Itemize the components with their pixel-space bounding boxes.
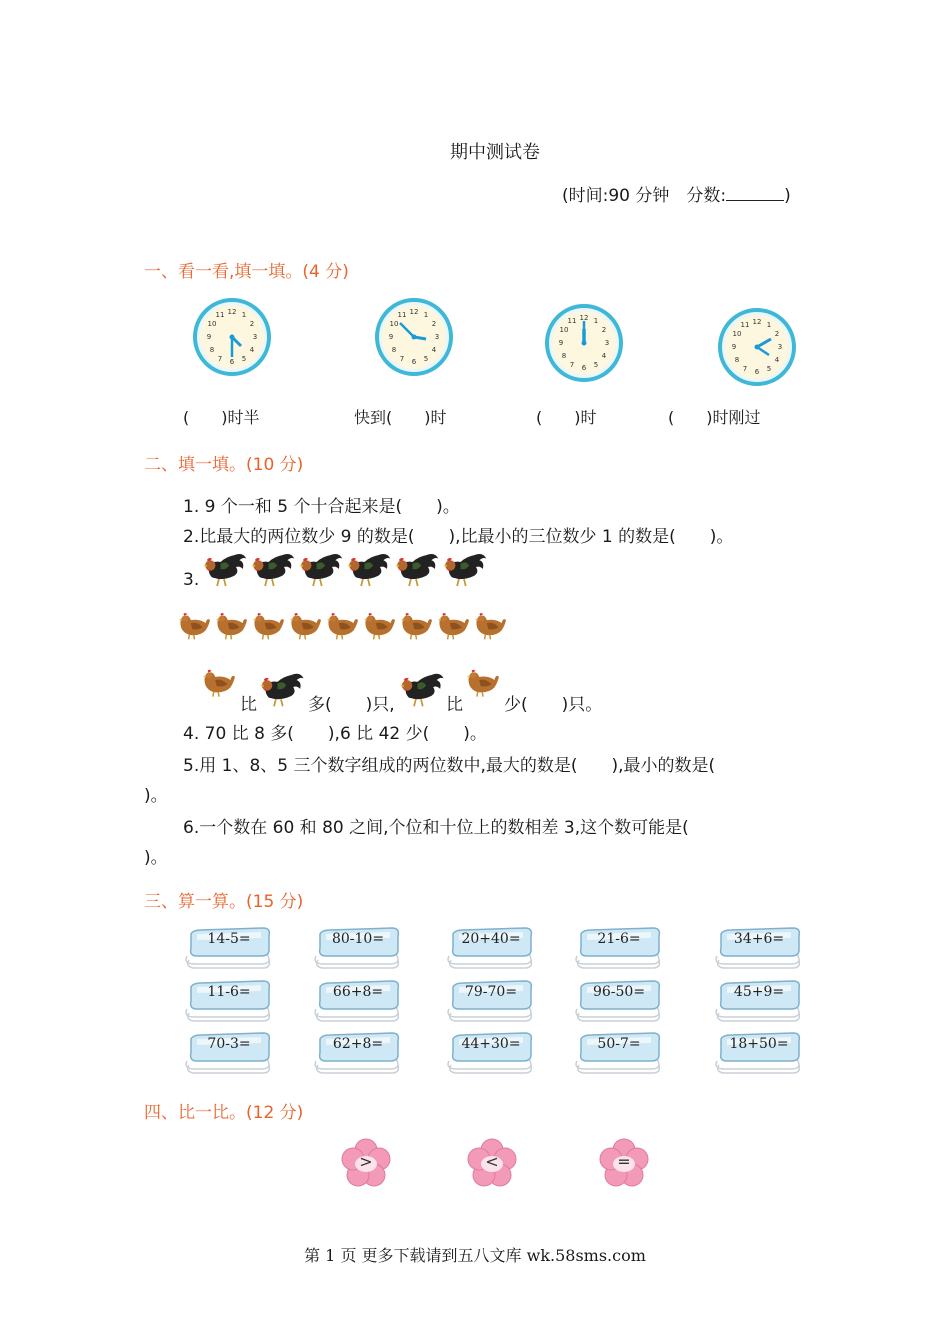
svg-text:9: 9 [731,343,737,351]
calc-card [713,1031,805,1077]
svg-text:12: 12 [409,308,419,316]
rooster-icon [256,668,306,708]
clock-1-icon [192,297,272,382]
rooster-icon [344,548,392,588]
clock-2-icon [374,297,454,382]
calc-problem: 34+6= [733,931,785,947]
hen-icon [398,604,435,648]
hen-icon [176,604,213,648]
svg-text:7: 7 [217,355,223,363]
svg-text:3: 3 [604,339,610,347]
calc-card [573,1031,665,1077]
svg-text:4: 4 [774,356,780,364]
svg-text:4: 4 [601,352,607,360]
rooster-icon [296,548,344,588]
page-footer: 第 1 页 更多下载请到五八文库 wk.58sms.com [304,1246,646,1265]
calc-problem: 21-6= [597,931,641,947]
svg-text:5: 5 [593,361,599,369]
flower-symbol: < [485,1152,499,1171]
hen-icon [324,604,361,648]
calc-card [573,926,665,972]
clock-4-icon [717,307,797,392]
svg-text:11: 11 [397,311,407,319]
compare-bi-2: 比 [446,695,463,715]
question-5-cont: )。 [144,786,168,806]
calc-problem: 18+50= [729,1036,789,1052]
question-3-number: 3. [183,570,200,590]
rooster-icon [440,548,488,588]
exam-meta-close: ) [784,186,791,206]
svg-text:4: 4 [249,346,255,354]
svg-text:12: 12 [752,318,762,326]
svg-text:11: 11 [215,311,225,319]
calc-card [312,979,404,1025]
svg-text:4: 4 [431,346,437,354]
svg-text:2: 2 [431,320,437,328]
flower-equal-icon [598,1138,650,1190]
svg-text:7: 7 [569,361,575,369]
svg-text:8: 8 [209,346,215,354]
svg-text:1: 1 [593,317,599,325]
svg-text:2: 2 [774,330,780,338]
calc-card [183,926,275,972]
svg-text:10: 10 [559,326,569,334]
calc-card [183,1031,275,1077]
rooster-icon [392,548,440,588]
svg-text:6: 6 [411,358,417,366]
calc-card [713,979,805,1025]
svg-text:6: 6 [581,364,587,372]
calc-problem: 50-7= [597,1036,641,1052]
compare-shao: 少( )只。 [504,695,603,715]
calc-problem: 79-70= [464,984,518,1000]
flower-less-icon [466,1138,518,1190]
svg-text:3: 3 [434,333,440,341]
svg-text:5: 5 [241,355,247,363]
svg-text:9: 9 [388,333,394,341]
svg-text:8: 8 [391,346,397,354]
flower-symbol: = [617,1152,631,1171]
calc-problem: 44+30= [461,1036,521,1052]
svg-text:9: 9 [206,333,212,341]
svg-text:8: 8 [561,352,567,360]
question-6-cont: )。 [144,848,168,868]
exam-meta [562,181,791,206]
svg-text:7: 7 [399,355,405,363]
hen-icon [472,604,509,648]
hen-icon [200,660,238,706]
calc-problem: 66+8= [332,984,384,1000]
rooster-icon [396,668,446,708]
svg-text:6: 6 [754,368,760,376]
svg-text:3: 3 [777,343,783,351]
svg-text:11: 11 [740,321,750,329]
section1-heading: 一、看一看,填一填。(4 分) [144,262,349,282]
hen-row [176,604,509,648]
svg-text:10: 10 [207,320,217,328]
calc-problem: 96-50= [592,984,646,1000]
calc-problem: 70-3= [207,1036,251,1052]
hen-icon [213,604,250,648]
calc-problem: 14-5= [207,931,251,947]
hen-icon [287,604,324,648]
calc-card [445,926,537,972]
calc-card [713,926,805,972]
section3-heading: 三、算一算。(15 分) [144,892,304,912]
rooster-icon [248,548,296,588]
calc-problem: 80-10= [331,931,385,947]
svg-text:10: 10 [732,330,742,338]
calc-card [445,979,537,1025]
svg-text:7: 7 [742,365,748,373]
rooster-row [200,548,488,588]
calc-problem: 11-6= [207,984,251,1000]
hen-icon [250,604,287,648]
exam-meta-text: (时间:90 分钟 分数: [562,186,727,206]
svg-text:9: 9 [558,339,564,347]
calc-card [312,926,404,972]
svg-text:1: 1 [423,311,429,319]
svg-text:2: 2 [249,320,255,328]
compare-duo: 多( )只, [308,695,395,715]
question-1: 1. 9 个一和 5 个十合起来是( )。 [183,497,460,517]
section2-heading: 二、填一填。(10 分) [144,455,304,475]
clock-3-icon [544,303,624,388]
question-4: 4. 70 比 8 多( ),6 比 42 少( )。 [183,724,487,744]
svg-text:5: 5 [423,355,429,363]
clock-4-label: ( )时刚过 [668,408,761,427]
svg-text:12: 12 [579,314,589,322]
svg-text:1: 1 [241,311,247,319]
compare-bi-1: 比 [240,695,257,715]
hen-icon [435,604,472,648]
svg-text:10: 10 [389,320,399,328]
question-5: 5.用 1、8、5 三个数字组成的两位数中,最大的数是( ),最小的数是( [183,756,716,776]
calc-card [445,1031,537,1077]
question-6: 6.一个数在 60 和 80 之间,个位和十位上的数相差 3,这个数可能是( [183,818,689,838]
clock-1-label: ( )时半 [183,408,260,427]
calc-card [183,979,275,1025]
svg-text:3: 3 [252,333,258,341]
calc-problem: 20+40= [461,931,521,947]
calc-card [312,1031,404,1077]
svg-text:12: 12 [227,308,237,316]
svg-text:2: 2 [601,326,607,334]
question-2: 2.比最大的两位数少 9 的数是( ),比最小的三位数少 1 的数是( )。 [183,527,734,547]
svg-text:5: 5 [766,365,772,373]
section4-heading: 四、比一比。(12 分) [144,1103,304,1123]
hen-icon [361,604,398,648]
hen-icon [464,660,502,706]
clock-2-label: 快到( )时 [354,408,447,427]
score-blank[interactable] [726,186,784,201]
rooster-icon [200,548,248,588]
flower-symbol: > [359,1152,373,1171]
svg-text:6: 6 [229,358,235,366]
page-title: 期中测试卷 [450,142,540,163]
svg-text:11: 11 [567,317,577,325]
calc-problem: 62+8= [332,1036,384,1052]
calc-problem: 45+9= [733,984,785,1000]
svg-text:1: 1 [766,321,772,329]
svg-text:8: 8 [734,356,740,364]
clock-3-label: ( )时 [536,408,597,427]
flower-greater-icon [340,1138,392,1190]
calc-card [573,979,665,1025]
